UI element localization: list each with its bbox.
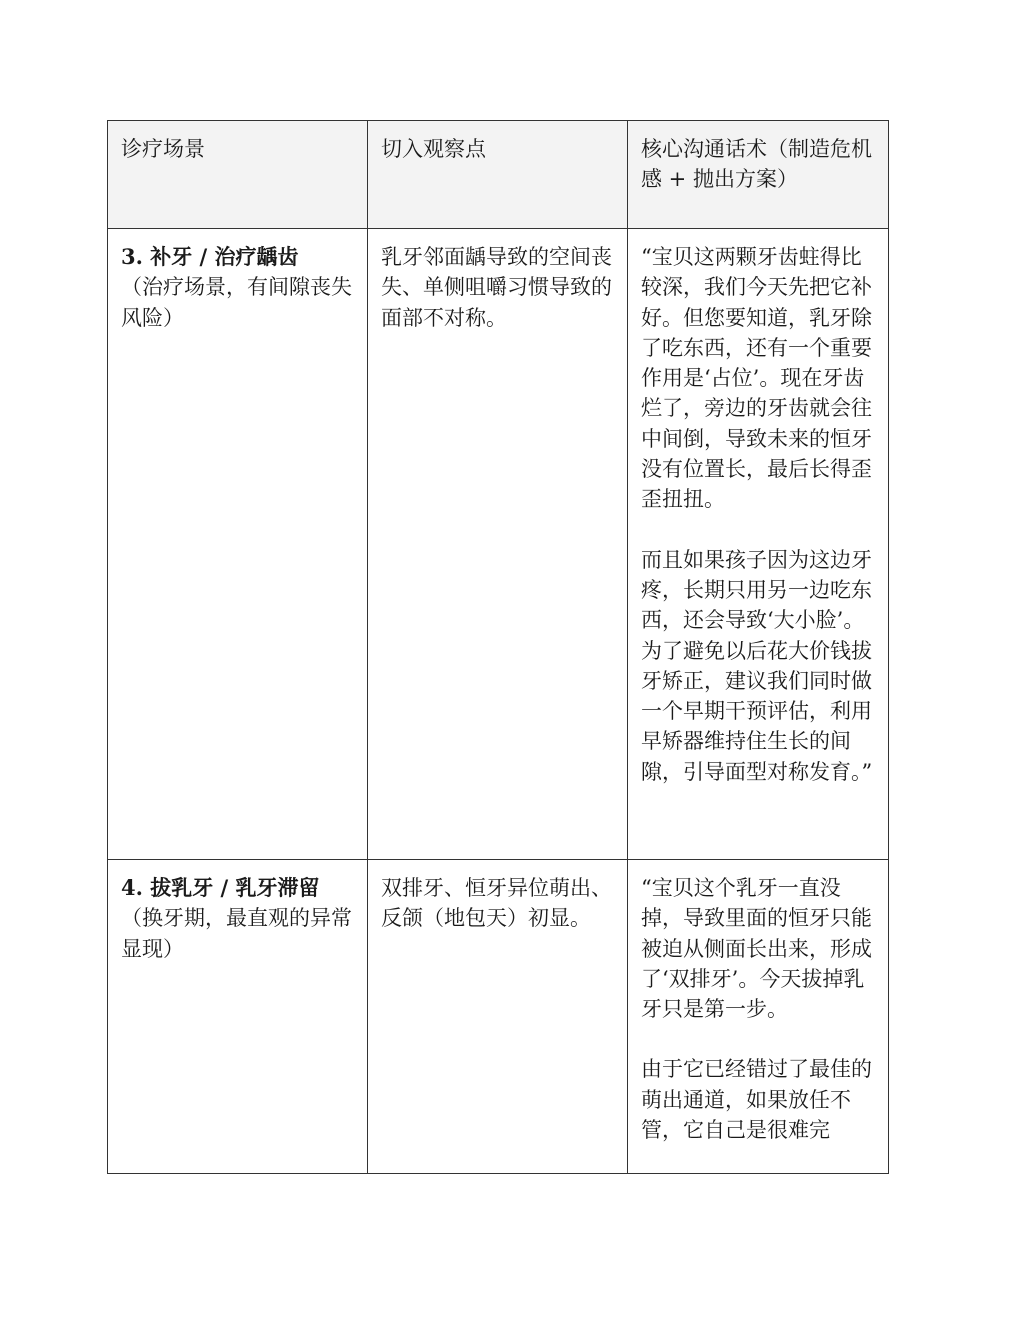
scene-note: （治疗场景，有间隙丧失风险） [121,275,352,330]
header-script: 核心沟通话术（制造危机感 + 抛出方案） [628,121,889,229]
scene-cell [108,229,368,860]
script-paragraph: “宝贝这两颗牙齿蛀得比较深，我们今天先把它补好。但您要知道，乳牙除了吃东西，还有一个重要作用是‘占位’。现在牙齿烂了，旁边的牙齿就会往中间倒，导致未来的恒牙没有位置长，最后长得歪歪扭扭。 [641,245,872,512]
scene-note: （换牙期，最直观的异常显现） [121,906,352,961]
header-observation: 切入观察点 [368,121,628,229]
table-header-row [108,121,889,229]
script-cell [628,229,889,860]
scenario-table [107,120,889,1174]
observation-cell: 双排牙、恒牙异位萌出、反颌（地包天）初显。 [368,860,628,1174]
script-paragraph: 由于它已经错过了最佳的萌出通道，如果放任不管，它自己是很难完 [641,1057,872,1143]
observation-cell: 乳牙邻面龋导致的空间丧失、单侧咀嚼习惯导致的面部不对称。 [368,229,628,860]
script-paragraph: “宝贝这个乳牙一直没掉，导致里面的恒牙只能被迫从侧面长出来，形成了‘双排牙’。今天拔掉乳牙只是第一步。 [641,876,872,1022]
scene-title: 3. 补牙 / 治疗龋齿 [121,244,299,269]
script-paragraph: 而且如果孩子因为这边牙疼，长期只用另一边吃东西，还会导致‘大小脸’。为了避免以后花大价钱拔牙矫正，建议我们同时做一个早期干预评估，利用早矫器维持住生长的间隙，引导面型对称发育。” [641,547,873,784]
scene-cell [108,860,368,1174]
script-cell [628,860,889,1174]
table-row [108,229,889,860]
scene-title: 4. 拔乳牙 / 乳牙滞留 [121,875,320,900]
table-row [108,860,889,1174]
header-scene: 诊疗场景 [108,121,368,229]
